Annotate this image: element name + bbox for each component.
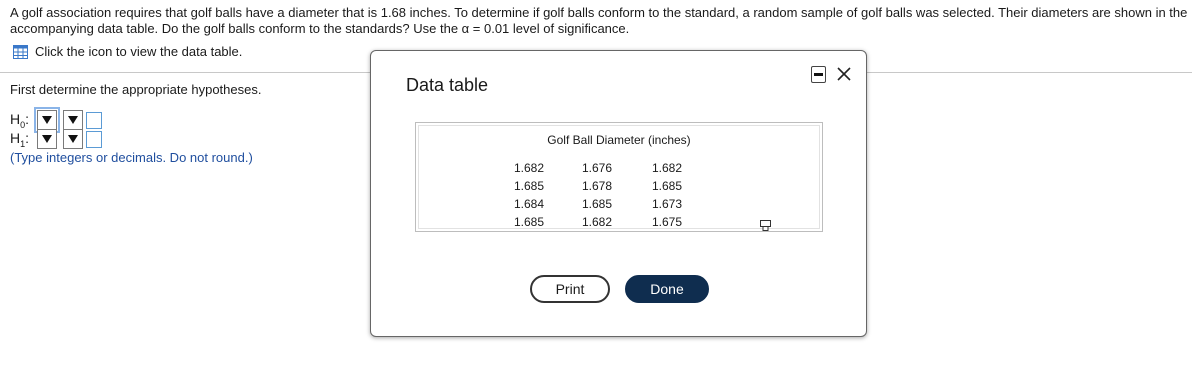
dialog-title: Data table: [406, 75, 489, 95]
view-data-table-label: Click the icon to view the data table.: [35, 44, 243, 59]
h0-label: $H_0$:: [10, 110, 30, 130]
hypotheses-prompt: First determine the appropriate hypotheses.: [10, 82, 262, 97]
h1-parameter-dropdown[interactable]: [37, 129, 57, 149]
table-column-header: Golf Ball Diameter (inches): [547, 133, 691, 147]
table-cell: 1.685: [513, 179, 545, 193]
table-cell: 1.685: [513, 215, 545, 229]
table-cell: 1.684: [513, 197, 545, 211]
h1-relation-dropdown[interactable]: [63, 129, 83, 149]
minimize-button[interactable]: [811, 66, 826, 83]
h1-value-input[interactable]: [86, 131, 102, 148]
table-cell: 1.682: [513, 161, 545, 175]
data-table: [415, 122, 823, 232]
table-cell: 1.676: [581, 161, 613, 175]
h1-row: [10, 129, 102, 149]
h1-label: $H_1$:: [10, 129, 30, 149]
table-cell: 1.678: [581, 179, 613, 193]
input-hint: (Type integers or decimals. Do not round.): [10, 150, 253, 165]
table-cell: 1.682: [651, 161, 683, 175]
copy-icon[interactable]: [760, 220, 771, 231]
done-button[interactable]: Done: [625, 275, 709, 303]
chevron-down-icon: [68, 116, 78, 124]
h0-relation-dropdown[interactable]: [63, 110, 83, 130]
h0-value-input[interactable]: [86, 112, 102, 129]
table-cell: 1.675: [651, 215, 683, 229]
data-table-inner: [418, 125, 820, 229]
chevron-down-icon: [42, 116, 52, 124]
table-cell: 1.685: [581, 197, 613, 211]
close-icon[interactable]: [836, 66, 852, 82]
data-table-dialog: [370, 50, 867, 337]
table-cell: 1.682: [581, 215, 613, 229]
chevron-down-icon: [68, 135, 78, 143]
table-cell: 1.673: [651, 197, 683, 211]
chevron-down-icon: [42, 135, 52, 143]
h0-parameter-dropdown[interactable]: [37, 110, 57, 130]
print-button[interactable]: Print: [530, 275, 610, 303]
table-cell: 1.685: [651, 179, 683, 193]
question-text: A golf association requires that golf balls have a diameter that is 1.68 inches. To determine if golf balls conform to the standard, a random sample of golf balls was selected. Their diameters are shown in the accompanying data table. Do the golf balls conform to the standards? Use the α = 0.01 level of significance.: [10, 5, 1188, 36]
view-data-table-link[interactable]: [13, 44, 242, 59]
grid-table-icon[interactable]: [13, 45, 28, 59]
